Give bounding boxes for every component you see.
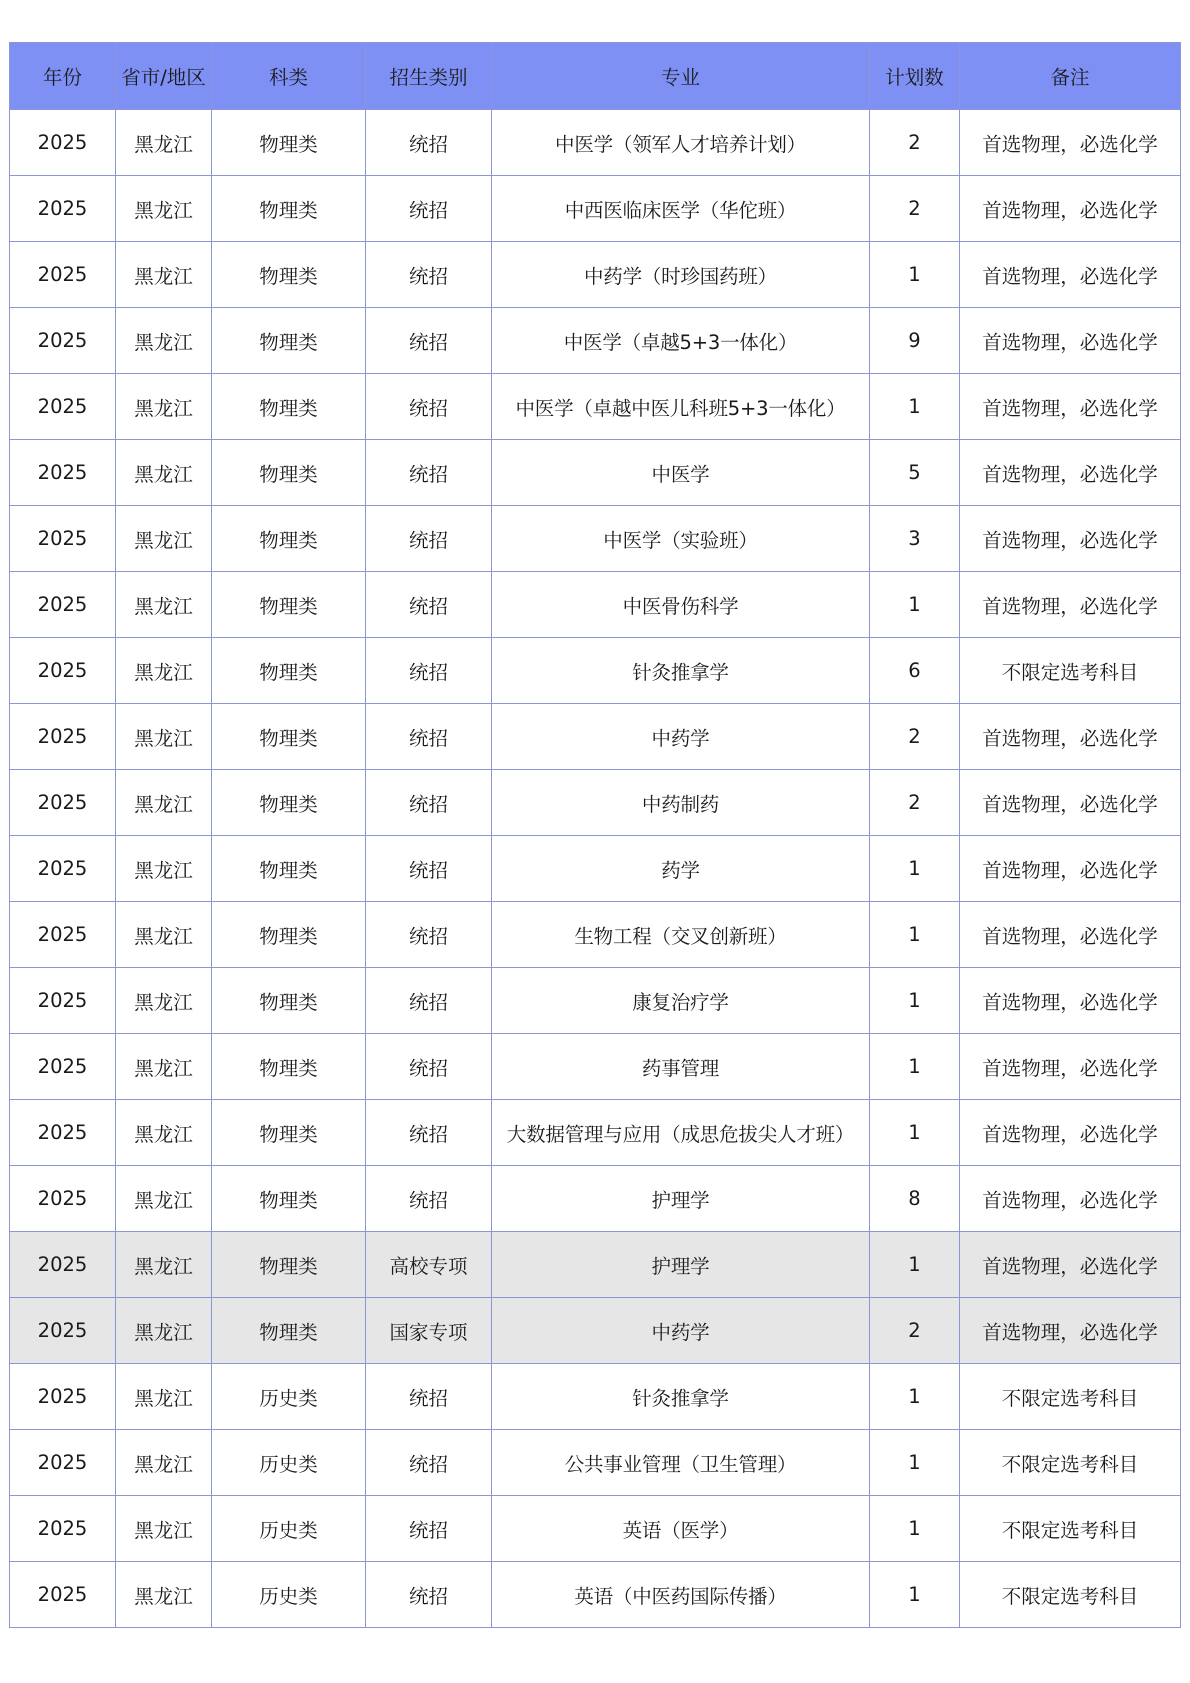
- cell-note: 不限定选考科目: [960, 1430, 1181, 1496]
- cell-category: 统招: [366, 440, 492, 506]
- cell-subject: 物理类: [212, 1298, 366, 1364]
- header-region: 省市/地区: [116, 43, 212, 110]
- cell-year: 2025: [10, 1100, 116, 1166]
- cell-plan: 5: [870, 440, 960, 506]
- cell-year: 2025: [10, 704, 116, 770]
- table-row: [10, 1364, 1181, 1430]
- cell-category: 国家专项: [366, 1298, 492, 1364]
- cell-region: 黑龙江: [116, 770, 212, 836]
- cell-note: 不限定选考科目: [960, 1562, 1181, 1628]
- header-row: [10, 43, 1181, 110]
- table-row: [10, 836, 1181, 902]
- cell-note: 首选物理，必选化学: [960, 506, 1181, 572]
- cell-plan: 1: [870, 836, 960, 902]
- cell-region: 黑龙江: [116, 902, 212, 968]
- cell-category: 统招: [366, 176, 492, 242]
- cell-year: 2025: [10, 506, 116, 572]
- table-row: [10, 374, 1181, 440]
- cell-year: 2025: [10, 1166, 116, 1232]
- cell-note: 首选物理，必选化学: [960, 1232, 1181, 1298]
- cell-year: 2025: [10, 1496, 116, 1562]
- cell-subject: 物理类: [212, 1034, 366, 1100]
- table-row: [10, 704, 1181, 770]
- cell-subject: 物理类: [212, 1166, 366, 1232]
- cell-major: 针灸推拿学: [492, 638, 870, 704]
- table-body: [10, 110, 1181, 1628]
- table-header: [10, 43, 1181, 110]
- table-row: [10, 1232, 1181, 1298]
- cell-subject: 历史类: [212, 1562, 366, 1628]
- cell-category: 统招: [366, 506, 492, 572]
- cell-major: 护理学: [492, 1232, 870, 1298]
- cell-region: 黑龙江: [116, 506, 212, 572]
- cell-major: 针灸推拿学: [492, 1364, 870, 1430]
- cell-region: 黑龙江: [116, 1100, 212, 1166]
- cell-subject: 物理类: [212, 308, 366, 374]
- header-plan: 计划数: [870, 43, 960, 110]
- cell-major: 中药学: [492, 1298, 870, 1364]
- cell-note: 首选物理，必选化学: [960, 242, 1181, 308]
- cell-category: 统招: [366, 638, 492, 704]
- table-row: [10, 1562, 1181, 1628]
- table-row: [10, 440, 1181, 506]
- cell-year: 2025: [10, 1034, 116, 1100]
- cell-plan: 1: [870, 374, 960, 440]
- cell-region: 黑龙江: [116, 1232, 212, 1298]
- cell-plan: 2: [870, 770, 960, 836]
- cell-category: 高校专项: [366, 1232, 492, 1298]
- cell-subject: 物理类: [212, 242, 366, 308]
- cell-year: 2025: [10, 110, 116, 176]
- cell-major: 英语（医学）: [492, 1496, 870, 1562]
- cell-category: 统招: [366, 374, 492, 440]
- cell-year: 2025: [10, 374, 116, 440]
- cell-major: 中医学（卓越中医儿科班5+3一体化）: [492, 374, 870, 440]
- cell-plan: 1: [870, 572, 960, 638]
- cell-region: 黑龙江: [116, 1298, 212, 1364]
- cell-major: 药学: [492, 836, 870, 902]
- cell-region: 黑龙江: [116, 1562, 212, 1628]
- cell-major: 中医学: [492, 440, 870, 506]
- cell-category: 统招: [366, 242, 492, 308]
- cell-region: 黑龙江: [116, 1364, 212, 1430]
- table-row: [10, 1298, 1181, 1364]
- cell-plan: 1: [870, 1562, 960, 1628]
- cell-major: 中医学（卓越5+3一体化）: [492, 308, 870, 374]
- cell-year: 2025: [10, 1364, 116, 1430]
- table-row: [10, 638, 1181, 704]
- cell-plan: 2: [870, 176, 960, 242]
- cell-plan: 1: [870, 1430, 960, 1496]
- cell-subject: 物理类: [212, 176, 366, 242]
- table-row: [10, 308, 1181, 374]
- cell-plan: 2: [870, 704, 960, 770]
- cell-region: 黑龙江: [116, 110, 212, 176]
- cell-note: 不限定选考科目: [960, 1496, 1181, 1562]
- table-row: [10, 770, 1181, 836]
- table-row: [10, 1430, 1181, 1496]
- cell-plan: 1: [870, 242, 960, 308]
- enrollment-plan-table-container: [9, 42, 1180, 1628]
- cell-year: 2025: [10, 638, 116, 704]
- cell-year: 2025: [10, 1298, 116, 1364]
- cell-note: 不限定选考科目: [960, 1364, 1181, 1430]
- table-row: [10, 242, 1181, 308]
- cell-major: 药事管理: [492, 1034, 870, 1100]
- cell-major: 中药学（时珍国药班）: [492, 242, 870, 308]
- cell-category: 统招: [366, 704, 492, 770]
- cell-note: 首选物理，必选化学: [960, 110, 1181, 176]
- cell-plan: 1: [870, 1496, 960, 1562]
- table-row: [10, 902, 1181, 968]
- cell-year: 2025: [10, 902, 116, 968]
- cell-category: 统招: [366, 572, 492, 638]
- cell-category: 统招: [366, 836, 492, 902]
- cell-plan: 8: [870, 1166, 960, 1232]
- cell-category: 统招: [366, 902, 492, 968]
- cell-region: 黑龙江: [116, 176, 212, 242]
- cell-year: 2025: [10, 242, 116, 308]
- cell-note: 首选物理，必选化学: [960, 308, 1181, 374]
- table-row: [10, 176, 1181, 242]
- cell-major: 英语（中医药国际传播）: [492, 1562, 870, 1628]
- cell-plan: 1: [870, 1034, 960, 1100]
- cell-plan: 2: [870, 110, 960, 176]
- cell-category: 统招: [366, 308, 492, 374]
- cell-major: 生物工程（交叉创新班）: [492, 902, 870, 968]
- cell-category: 统招: [366, 1166, 492, 1232]
- cell-plan: 1: [870, 1100, 960, 1166]
- cell-year: 2025: [10, 770, 116, 836]
- cell-category: 统招: [366, 1430, 492, 1496]
- table-row: [10, 110, 1181, 176]
- cell-plan: 3: [870, 506, 960, 572]
- cell-year: 2025: [10, 1562, 116, 1628]
- cell-note: 首选物理，必选化学: [960, 1166, 1181, 1232]
- table-row: [10, 1496, 1181, 1562]
- header-note: 备注: [960, 43, 1181, 110]
- cell-subject: 物理类: [212, 374, 366, 440]
- cell-category: 统招: [366, 968, 492, 1034]
- cell-subject: 物理类: [212, 836, 366, 902]
- cell-note: 不限定选考科目: [960, 638, 1181, 704]
- cell-plan: 2: [870, 1298, 960, 1364]
- cell-year: 2025: [10, 1232, 116, 1298]
- cell-subject: 物理类: [212, 1100, 366, 1166]
- cell-major: 大数据管理与应用（成思危拔尖人才班）: [492, 1100, 870, 1166]
- cell-note: 首选物理，必选化学: [960, 1034, 1181, 1100]
- cell-note: 首选物理，必选化学: [960, 968, 1181, 1034]
- cell-major: 中医骨伤科学: [492, 572, 870, 638]
- cell-year: 2025: [10, 1430, 116, 1496]
- cell-year: 2025: [10, 836, 116, 902]
- cell-plan: 9: [870, 308, 960, 374]
- cell-subject: 物理类: [212, 902, 366, 968]
- cell-subject: 物理类: [212, 572, 366, 638]
- cell-region: 黑龙江: [116, 836, 212, 902]
- cell-note: 首选物理，必选化学: [960, 1100, 1181, 1166]
- cell-category: 统招: [366, 110, 492, 176]
- cell-year: 2025: [10, 308, 116, 374]
- enrollment-plan-table: [9, 42, 1181, 1628]
- cell-major: 中医学（实验班）: [492, 506, 870, 572]
- cell-year: 2025: [10, 176, 116, 242]
- cell-category: 统招: [366, 1364, 492, 1430]
- cell-subject: 物理类: [212, 1232, 366, 1298]
- cell-note: 首选物理，必选化学: [960, 704, 1181, 770]
- cell-note: 首选物理，必选化学: [960, 902, 1181, 968]
- header-category: 招生类别: [366, 43, 492, 110]
- cell-major: 康复治疗学: [492, 968, 870, 1034]
- cell-note: 首选物理，必选化学: [960, 836, 1181, 902]
- cell-note: 首选物理，必选化学: [960, 572, 1181, 638]
- cell-region: 黑龙江: [116, 572, 212, 638]
- cell-major: 中药学: [492, 704, 870, 770]
- cell-major: 中西医临床医学（华佗班）: [492, 176, 870, 242]
- cell-plan: 6: [870, 638, 960, 704]
- header-year: 年份: [10, 43, 116, 110]
- cell-subject: 物理类: [212, 968, 366, 1034]
- cell-region: 黑龙江: [116, 704, 212, 770]
- cell-subject: 历史类: [212, 1496, 366, 1562]
- header-major: 专业: [492, 43, 870, 110]
- cell-subject: 历史类: [212, 1430, 366, 1496]
- cell-subject: 物理类: [212, 440, 366, 506]
- cell-region: 黑龙江: [116, 374, 212, 440]
- cell-major: 护理学: [492, 1166, 870, 1232]
- cell-subject: 历史类: [212, 1364, 366, 1430]
- cell-region: 黑龙江: [116, 638, 212, 704]
- cell-major: 中医学（领军人才培养计划）: [492, 110, 870, 176]
- cell-region: 黑龙江: [116, 1034, 212, 1100]
- table-row: [10, 1034, 1181, 1100]
- cell-major: 中药制药: [492, 770, 870, 836]
- cell-subject: 物理类: [212, 110, 366, 176]
- table-row: [10, 506, 1181, 572]
- cell-region: 黑龙江: [116, 1430, 212, 1496]
- cell-region: 黑龙江: [116, 440, 212, 506]
- cell-region: 黑龙江: [116, 308, 212, 374]
- cell-year: 2025: [10, 572, 116, 638]
- cell-subject: 物理类: [212, 638, 366, 704]
- cell-major: 公共事业管理（卫生管理）: [492, 1430, 870, 1496]
- cell-note: 首选物理，必选化学: [960, 374, 1181, 440]
- cell-region: 黑龙江: [116, 1496, 212, 1562]
- table-row: [10, 1100, 1181, 1166]
- table-row: [10, 1166, 1181, 1232]
- cell-subject: 物理类: [212, 704, 366, 770]
- cell-category: 统招: [366, 1496, 492, 1562]
- cell-plan: 1: [870, 1232, 960, 1298]
- cell-subject: 物理类: [212, 506, 366, 572]
- cell-year: 2025: [10, 440, 116, 506]
- cell-year: 2025: [10, 968, 116, 1034]
- cell-note: 首选物理，必选化学: [960, 1298, 1181, 1364]
- cell-region: 黑龙江: [116, 968, 212, 1034]
- cell-category: 统招: [366, 1034, 492, 1100]
- cell-region: 黑龙江: [116, 242, 212, 308]
- cell-category: 统招: [366, 770, 492, 836]
- cell-subject: 物理类: [212, 770, 366, 836]
- cell-category: 统招: [366, 1562, 492, 1628]
- table-row: [10, 968, 1181, 1034]
- cell-plan: 1: [870, 968, 960, 1034]
- cell-note: 首选物理，必选化学: [960, 770, 1181, 836]
- header-subject: 科类: [212, 43, 366, 110]
- cell-note: 首选物理，必选化学: [960, 176, 1181, 242]
- cell-region: 黑龙江: [116, 1166, 212, 1232]
- cell-note: 首选物理，必选化学: [960, 440, 1181, 506]
- cell-plan: 1: [870, 1364, 960, 1430]
- table-row: [10, 572, 1181, 638]
- cell-plan: 1: [870, 902, 960, 968]
- cell-category: 统招: [366, 1100, 492, 1166]
